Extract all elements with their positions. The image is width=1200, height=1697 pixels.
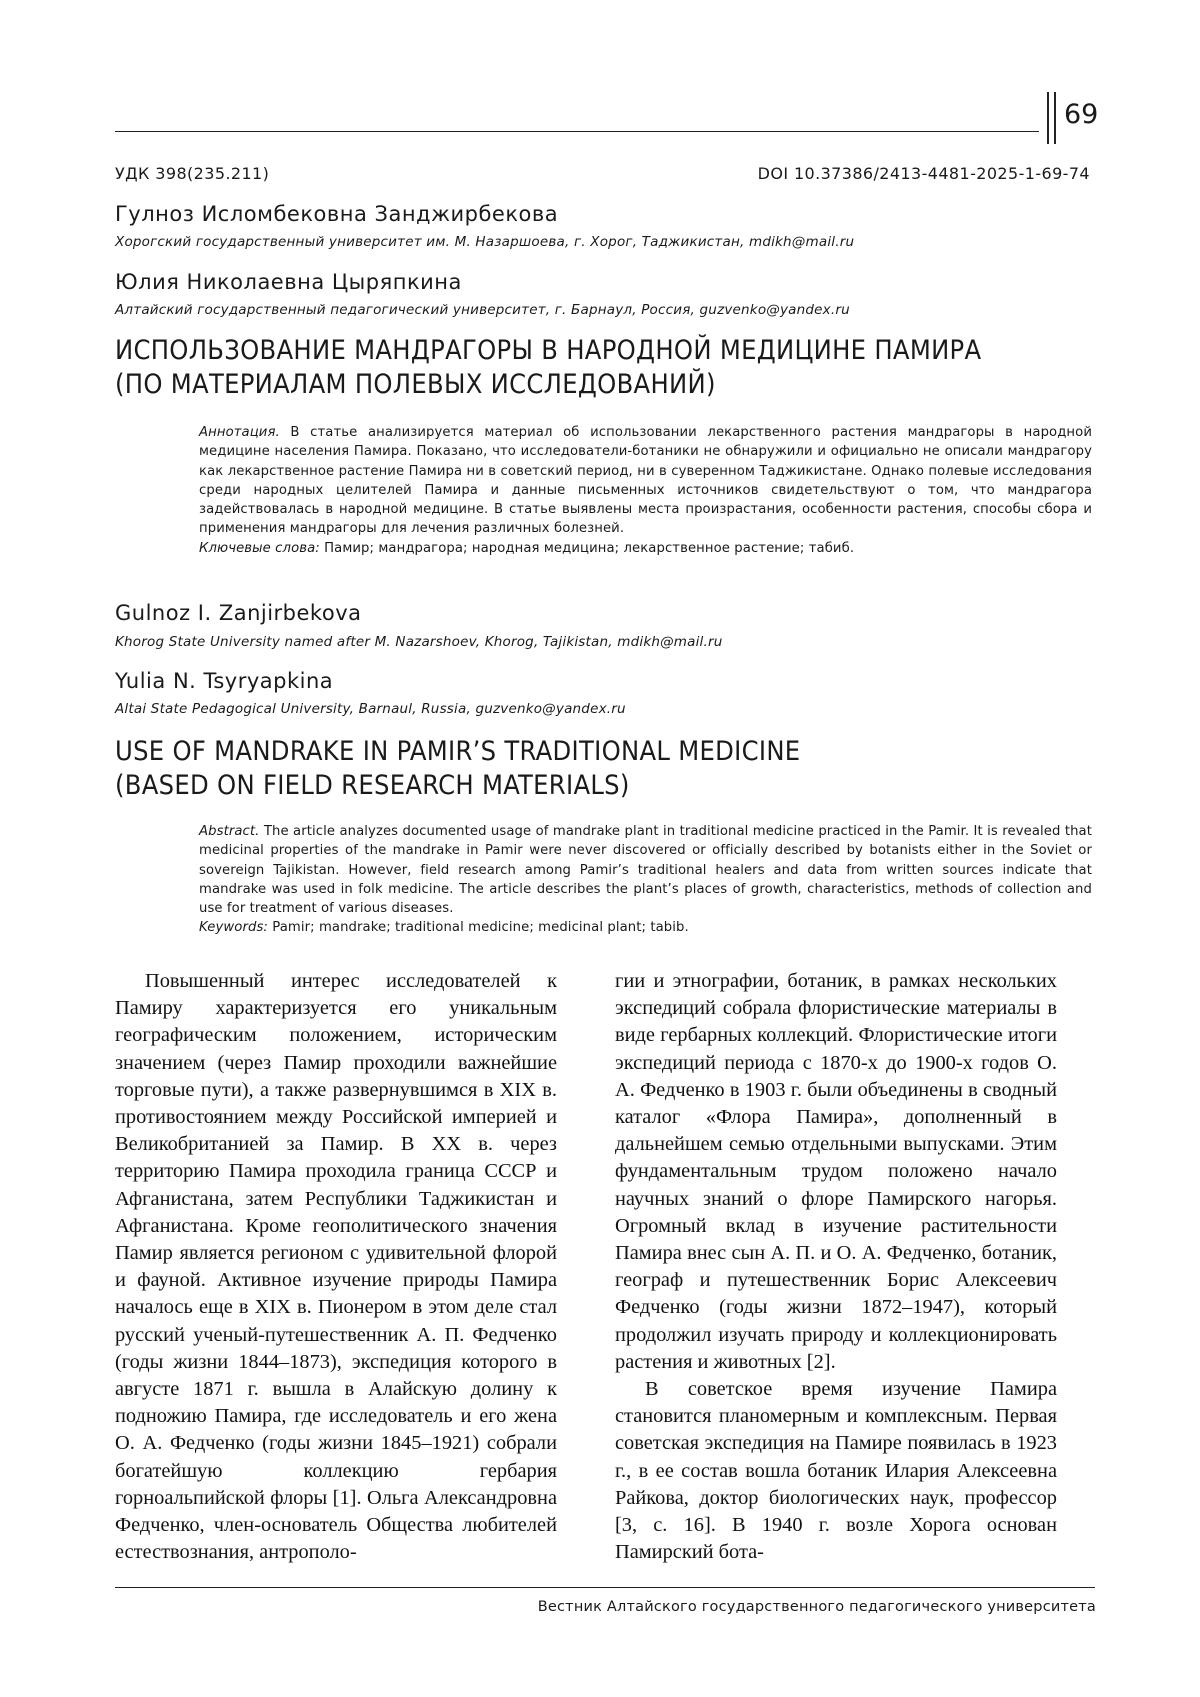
keywords-en	[199, 918, 1092, 937]
abstract-en-text: The article analyzes documented usage of mandrake plant in traditional medicine practiced in the Pamir. It is revealed that medicinal properties of the mandrake in Pamir were never discovered or officially described by botanists either in the Soviet or sovereign Tajikistan. However, field research among Pamir’s traditional healers and data from written sources indicate that mandrake was used in folk medicine. The article describes the plant’s places of growth, characteristics, methods of collection and use for treatment of various diseases.	[199, 824, 1092, 917]
author-affiliation-ru-2: Алтайский государственный педагогический университет, г. Барнаул, Россия, guzvenko@yandex.ru	[115, 302, 850, 318]
footer-rule	[115, 1587, 1095, 1588]
header-bar-left	[1047, 92, 1049, 144]
abstract-en-label: Abstract.	[199, 824, 260, 839]
keywords-ru-label: Ключевые слова:	[199, 540, 320, 556]
article-title-en-line2: (BASED ON FIELD RESEARCH MATERIALS)	[115, 770, 630, 801]
udk-code: УДК 398(235.211)	[115, 164, 270, 183]
body-column-right	[615, 968, 1057, 1566]
keywords-ru	[199, 539, 1092, 558]
doi: DOI 10.37386/2413-4481-2025-1-69-74	[757, 164, 1090, 183]
abstract-ru	[199, 423, 1092, 558]
article-title-en-line1: USE OF MANDRAKE IN PAMIR’S TRADITIONAL MEDICINE	[115, 736, 801, 767]
abstract-en	[199, 822, 1092, 938]
body-column-left	[115, 968, 557, 1566]
keywords-en-text: Pamir; mandrake; traditional medicine; medicinal plant; tabib.	[272, 920, 689, 936]
author-name-en-2: Yulia N. Tsyryapkina	[115, 669, 334, 693]
author-affiliation-ru-1: Хорогский государственный университет им. М. Назаршоева, г. Хорог, Таджикистан, mdikh@mail.ru	[115, 234, 855, 250]
article-title-en	[115, 735, 1115, 803]
article-title-ru-line2: (ПО МАТЕРИАЛАМ ПОЛЕВЫХ ИССЛЕДОВАНИЙ)	[115, 369, 716, 400]
abstract-ru-label: Аннотация.	[199, 425, 280, 440]
keywords-en-label: Keywords:	[199, 920, 268, 936]
page-number: 69	[1064, 99, 1099, 130]
body-paragraph: Повышенный интерес исследователей к Памиру характеризуется его уникальным географическим положением, историческим значением (через Памир проходили важнейшие торговые пути), а также развернувшимся в XIX в. противостоянием между Российской империей и Великобританией за Памир. В XX в. через территорию Памира проходила граница СССР и Афганистана, затем Республики Таджикистан и Афганистана. Кроме геополитического значения Памир является регионом с удивительной флорой и фауной. Активное изучение природы Памира началось еще в XIX в. Пионером в этом деле стал русский ученый-путешественник А. П. Федченко (годы жизни 1844–1873), экспедиция которого в августе 1871 г. вышла в Алайскую долину к подножию Памира, где исследователь и его жена О. А. Федченко (годы жизни 1845–1921) собрали богатейшую коллекцию гербария горноальпийской флоры [1]. Ольга Александровна Федченко, член-основатель Общества любителей естествознания, антрополо-	[115, 970, 557, 1564]
abstract-ru-body	[199, 423, 1092, 539]
author-name-ru-1: Гулноз Исломбековна Занджирбекова	[115, 202, 559, 226]
article-title-ru-line1: ИСПОЛЬЗОВАНИЕ МАНДРАГОРЫ В НАРОДНОЙ МЕДИЦИНЕ ПАМИРА	[115, 335, 982, 366]
article-title-ru	[115, 334, 1115, 402]
abstract-en-body	[199, 822, 1092, 918]
author-name-ru-2: Юлия Николаевна Цыряпкина	[115, 270, 462, 294]
author-affiliation-en-1: Khorog State University named after M. Nazarshoev, Khorog, Tajikistan, mdikh@mail.ru	[115, 634, 723, 650]
header-rule	[115, 131, 1039, 132]
author-affiliation-en-2: Altai State Pedagogical University, Barnaul, Russia, guzvenko@yandex.ru	[115, 701, 626, 717]
header-bar-right	[1054, 92, 1056, 144]
author-name-en-1: Gulnoz I. Zanjirbekova	[115, 601, 362, 625]
keywords-ru-text: Памир; мандрагора; народная медицина; лекарственное растение; табиб.	[324, 540, 855, 556]
body-paragraph: В советское время изучение Памира становится планомерным и комплексным. Первая советская экспедиция на Памире появилась в 1923 г., в ее состав вошла ботаник Илария Алексеевна Райкова, доктор биологических наук, профессор [3, с. 16]. В 1940 г. возле Хорога основан Памирский бота-	[615, 1378, 1057, 1564]
body-paragraph: гии и этнографии, ботаник, в рамках нескольких экспедиций собрала флористические материалы в виде гербарных коллекций. Флористические итоги экспедиций периода с 1870-х до 1900-х годов О. А. Федченко в 1903 г. были объединены в сводный каталог «Флора Памира», дополненный в дальнейшем семью отдельными выпусками. Этим фундаментальным трудом положено начало научных знаний о флоре Памирского нагорья. Огромный вклад в изучение растительности Памира внес сын А. П. и О. А. Федченко, ботаник, географ и путешественник Борис Алексеевич Федченко (годы жизни 1872–1947), который продолжил изучать природу и коллекционировать растения и животных [2].	[615, 970, 1057, 1373]
abstract-ru-text: В статье анализируется материал об использовании лекарственного растения мандрагоры в народной медицине населения Памира. Показано, что исследователи-ботаники не обнаружили и официально не описали мандрагору как лекарственное растение Памира ни в советский период, ни в суверенном Таджикистане. Однако полевые исследования среди народных целителей Памира и данные письменных источников свидетельствуют о том, что мандрагора задействовалась в народной медицине. В статье выявлены места произрастания, особенности растения, способы сбора и применения мандрагоры для лечения различных болезней.	[199, 425, 1092, 537]
journal-name: Вестник Алтайского государственного педагогического университета	[537, 1599, 1096, 1615]
